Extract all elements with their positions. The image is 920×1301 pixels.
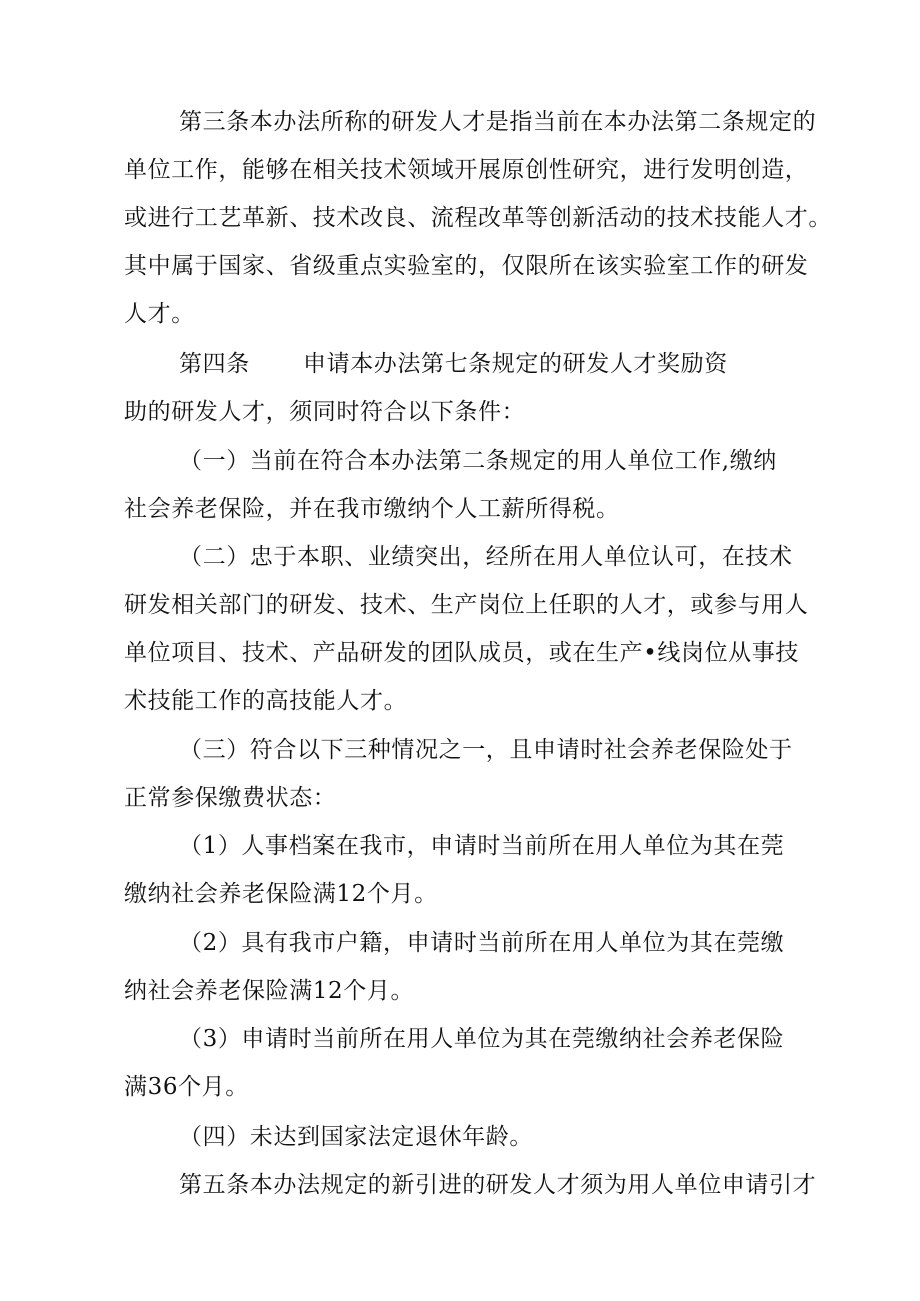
- article-4-line-1: 申请本办法第七条规定的研发人才奖励资: [303, 351, 728, 377]
- article-3-line-1: 第三条本办法所称的研发人才是指当前在本办法第二条规定的: [179, 109, 817, 135]
- article-3-line-2: 单位工作，能够在相关技术领域开展原创性研究，进行发明创造，: [124, 157, 809, 183]
- condition-2-line-3: 单位项目、技术、产品研发的团队成员，或在生产•线岗位从事技: [124, 640, 799, 666]
- sub-item-3-line-2: 满36个月。: [124, 1074, 249, 1100]
- condition-2-line-4: 术技能工作的高技能人才。: [124, 688, 408, 714]
- condition-2-line-2: 研发相关部门的研发、技术、生产岗位上任职的人才，或参与用人: [124, 592, 809, 618]
- sub-item-1-line-1: （1）人事档案在我市，申请时当前所在用人单位为其在莞: [179, 833, 785, 859]
- condition-1-line-2: 社会养老保险，并在我市缴纳个人工薪所得税。: [124, 496, 620, 522]
- condition-4-line-1: （四）未达到国家法定退休年龄。: [179, 1124, 533, 1150]
- article-3-line-5: 人才。: [124, 301, 195, 327]
- article-3-line-4: 其中属于国家、省级重点实验室的，仅限所在该实验室工作的研发: [124, 253, 809, 279]
- sub-item-3-line-1: （3）申请时当前所在用人单位为其在莞缴纳社会养老保险: [179, 1026, 785, 1052]
- sub-item-2-line-2: 纳社会养老保险满12个月。: [124, 978, 415, 1004]
- article-4-heading: 第四条: [179, 351, 250, 377]
- condition-3-line-1: （三）符合以下三种情况之一，且申请时社会养老保险处于: [179, 737, 793, 763]
- article-5-line-1: 第五条本办法规定的新引进的研发人才须为用人单位申请引才: [179, 1172, 817, 1198]
- condition-2-line-1: （二）忠于本职、业绩突出，经所在用人单位认可，在技术: [179, 544, 793, 570]
- condition-1-line-1: （一）当前在符合本办法第二条规定的用人单位工作,缴纳: [179, 448, 777, 474]
- sub-item-1-line-2: 缴纳社会养老保险满12个月。: [124, 881, 438, 907]
- condition-3-line-2: 正常参保缴费状态：: [124, 785, 337, 811]
- article-3-line-3: 或进行工艺革新、技术改良、流程改革等创新活动的技术技能人才。: [124, 205, 832, 231]
- sub-item-2-line-1: （2）具有我市户籍，申请时当前所在用人单位为其在莞缴: [179, 930, 785, 956]
- article-4-line-2: 助的研发人才，须同时符合以下条件：: [124, 399, 526, 425]
